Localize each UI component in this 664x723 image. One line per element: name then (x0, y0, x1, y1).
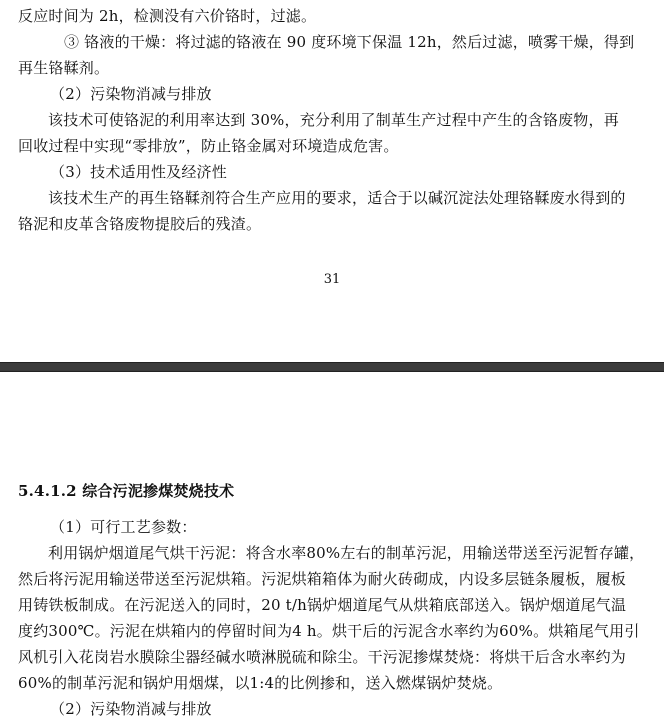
page-number: 31 (323, 272, 341, 287)
step3-line: ③ 铬液的干燥：将过滤的铬液在 90 度环境下保温 12h，然后过滤，喷雾干燥，得到 (64, 33, 635, 51)
text-line: 该技术可使铬泥的利用率达到 30%，充分利用了制革生产过程中产生的含铬废物，再 (48, 111, 619, 129)
text-line: 用铸铁板制成。在污泥送入的同时，20 t/h锅炉烟道尾气从烘箱底部送入。锅炉烟道尾气温 (18, 596, 627, 614)
text-line: 铬泥和皮革含铬废物提胶后的残渣。 (18, 215, 262, 233)
text-line: 风机引入花岗岩水膜除尘器经碱水喷淋脱硫和除尘。干污泥掺煤焚烧：将烘干后含水率约为 (18, 648, 627, 666)
subsection-title: （2）污染物消减与排放 (50, 85, 212, 103)
text-line: 再生铬鞣剂。 (18, 59, 110, 77)
text-line: 该技术生产的再生铬鞣剂符合生产应用的要求，适合于以碱沉淀法处理铬鞣废水得到的 (48, 189, 626, 207)
text-line: 利用锅炉烟道尾气烘干污泥：将含水率80%左右的制革污泥，用输送带送至污泥暂存罐， (48, 544, 645, 562)
subsection-title: （2）污染物消减与排放 (50, 700, 212, 718)
subsection-title: （3）技术适用性及经济性 (50, 163, 227, 181)
section-heading: 5.4.1.2 综合污泥掺煤焚烧技术 (18, 482, 235, 500)
subsection-title: （1）可行工艺参数： (50, 518, 197, 536)
page-divider (0, 362, 664, 372)
text-line: 60%的制革污泥和锅炉用烟煤，以1:4的比例掺和，送入燃煤锅炉焚烧。 (18, 674, 503, 692)
text-line: 然后将污泥用输送带送至污泥烘箱。污泥烘箱箱体为耐火砖砌成，内设多层链条履板，履板 (18, 570, 627, 588)
text-line: 反应时间为 2h，检测没有六价铬时，过滤。 (18, 7, 317, 25)
text-line: 回收过程中实现“零排放”，防止铬金属对环境造成危害。 (18, 137, 399, 155)
text-line: 度约300℃。污泥在烘箱内的停留时间为4 h。烘干后的污泥含水率约为60%。烘箱尾气用引 (18, 622, 640, 640)
